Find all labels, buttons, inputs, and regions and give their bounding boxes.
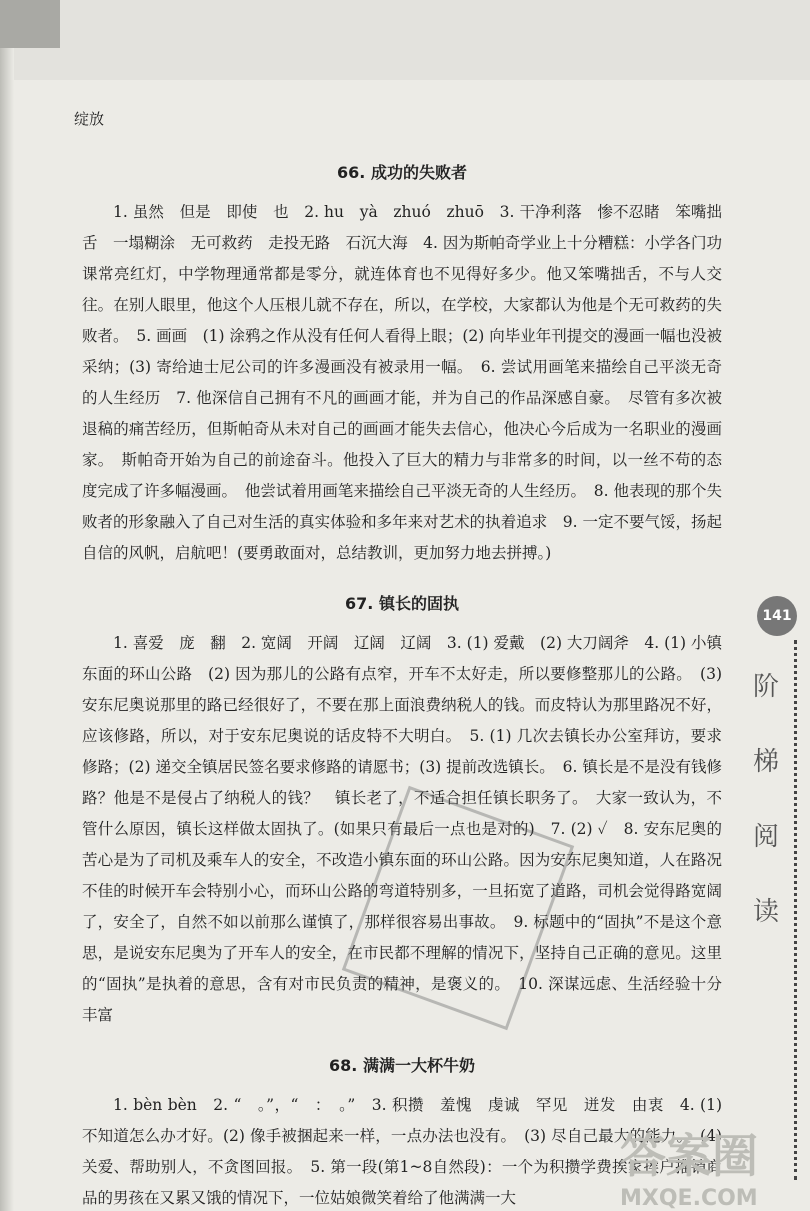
previous-section-tail: 绽放 xyxy=(74,110,105,128)
left-binding-shadow xyxy=(0,0,14,1211)
section-67-answers: 1. 喜爱 庞 翻 2. 宽阔 开阔 辽阔 辽阔 3. (1) 爱戴 (2) 大刀阔斧 4. (1) 小镇东面的环山公路 (2) 因为那儿的公路有点窄，开车不太好走，所以要修整那儿的公路。 (3) 安东尼奥说那里的路已经很好了，不要在那上面浪费纳税人的钱。而皮特认为那里路况不好，应该修路，所以，对于安东尼奥说的话皮特不大明白。 5. (1) 几次去镇长办公室拜访，要求修路；(2) 递交全镇居民签名要求修路的请愿书；(3) 提前改选镇长。 6. 镇长是不是没有钱修路？他是不是侵占了纳税人的钱？ 镇长老了，不适合担任镇长职务了。 大家一致认为，不管什么原因，镇长这样做太固执了。(如果只有最后一点也是对的) 7. (2) ✓ 8. 安东尼奥的苦心是为了司机及乘车人的安全，不改造小镇东面的环山公路。因为安东尼奥知道，人在路况不佳的时候开车会特别小心，而环山公路的弯道特别多，一旦拓宽了道路，司机会觉得路宽阔了，安全了，自然不如以前那么谨慎了，那样很容易出事故。 9. 标题中的“固执”不是这个意思，是说安东尼奥为了开车人的安全，在市民都不理解的情况下，坚持自己正确的意见。这里的“固执”是执着的意思，含有对市民负责的精神，是褒义的。 10. 深谋远虑、生活经验十分丰富 xyxy=(82,634,723,1024)
watermark-line1: 答案圈 xyxy=(620,1129,758,1183)
sidebar-char: 梯 xyxy=(752,747,779,777)
section-68-answers: 1. bèn bèn 2. “ 。”，“ ： 。” 3. 积攒 羞愧 虔诚 罕见 迸发 由衷 4. (1) 不知道怎么办才好。(2) 像手被捆起来一样，一点办法也没有。 (3) 尽自己最大的能力。 (4) 关爱、帮助别人，不贪图回报。 5. 第一段(第1~8自然段)：一个为积攒学费挨家挨户推销商品的男孩在又累又饿的情况下，一位姑娘微笑着给了他满满一大 xyxy=(82,1096,722,1207)
watermark-line2: MXQE.COM xyxy=(620,1186,758,1211)
sidebar-char: 读 xyxy=(752,897,779,927)
site-watermark xyxy=(620,1120,758,1211)
top-scan-band xyxy=(0,0,810,80)
dotted-margin-line xyxy=(794,640,801,1180)
section-68-title: 68. 满满一大杯牛奶 xyxy=(329,1056,475,1075)
sidebar-char: 阅 xyxy=(752,822,779,852)
section-66-title: 66. 成功的失败者 xyxy=(337,163,467,182)
answer-content xyxy=(74,100,723,1211)
scan-corner xyxy=(0,0,60,48)
page-number-badge: 141 xyxy=(757,596,797,636)
section-66-answers: 1. 虽然 但是 即使 也 2. hu yà zhuó zhuō 3. 干净利落 惨不忍睹 笨嘴拙舌 一塌糊涂 无可救药 走投无路 石沉大海 4. 因为斯帕奇学业上十分糟糕：小学各门功课常亮红灯，中学物理通常都是零分，就连体育也不见得好多少。他又笨嘴拙舌，不与人交往。在别人眼里，他这个人压根儿就不存在，所以，在学校，大家都认为他是个无可救药的失败者。 5. 画画 (1) 涂鸦之作从没有任何人看得上眼；(2) 向毕业年刊提交的漫画一幅也没被采纳；(3) 寄给迪士尼公司的许多漫画没有被录用一幅。 6. 尝试用画笔来描绘自己平淡无奇的人生经历 7. 他深信自己拥有不凡的画画才能，并为自己的作品深感自豪。 尽管有多次被退稿的痛苦经历，但斯帕奇从未对自己的画画才能失去信心，他决心今后成为一名职业的漫画家。 斯帕奇开始为自己的前途奋斗。他投入了巨大的精力与非常多的时间，以一丝不苟的态度完成了许多幅漫画。 他尝试着用画笔来描绘自己平淡无奇的人生经历。 8. 他表现的那个失败者的形象融入了自己对生活的真实体验和多年来对艺术的执着追求 9. 一定不要气馁，扬起自信的风帆，启航吧！(要勇敢面对，总结教训，更加努力地去拼搏。) xyxy=(82,203,722,562)
section-67-title: 67. 镇长的固执 xyxy=(345,594,459,613)
sidebar-char: 阶 xyxy=(752,672,779,702)
series-sidebar xyxy=(745,650,787,960)
